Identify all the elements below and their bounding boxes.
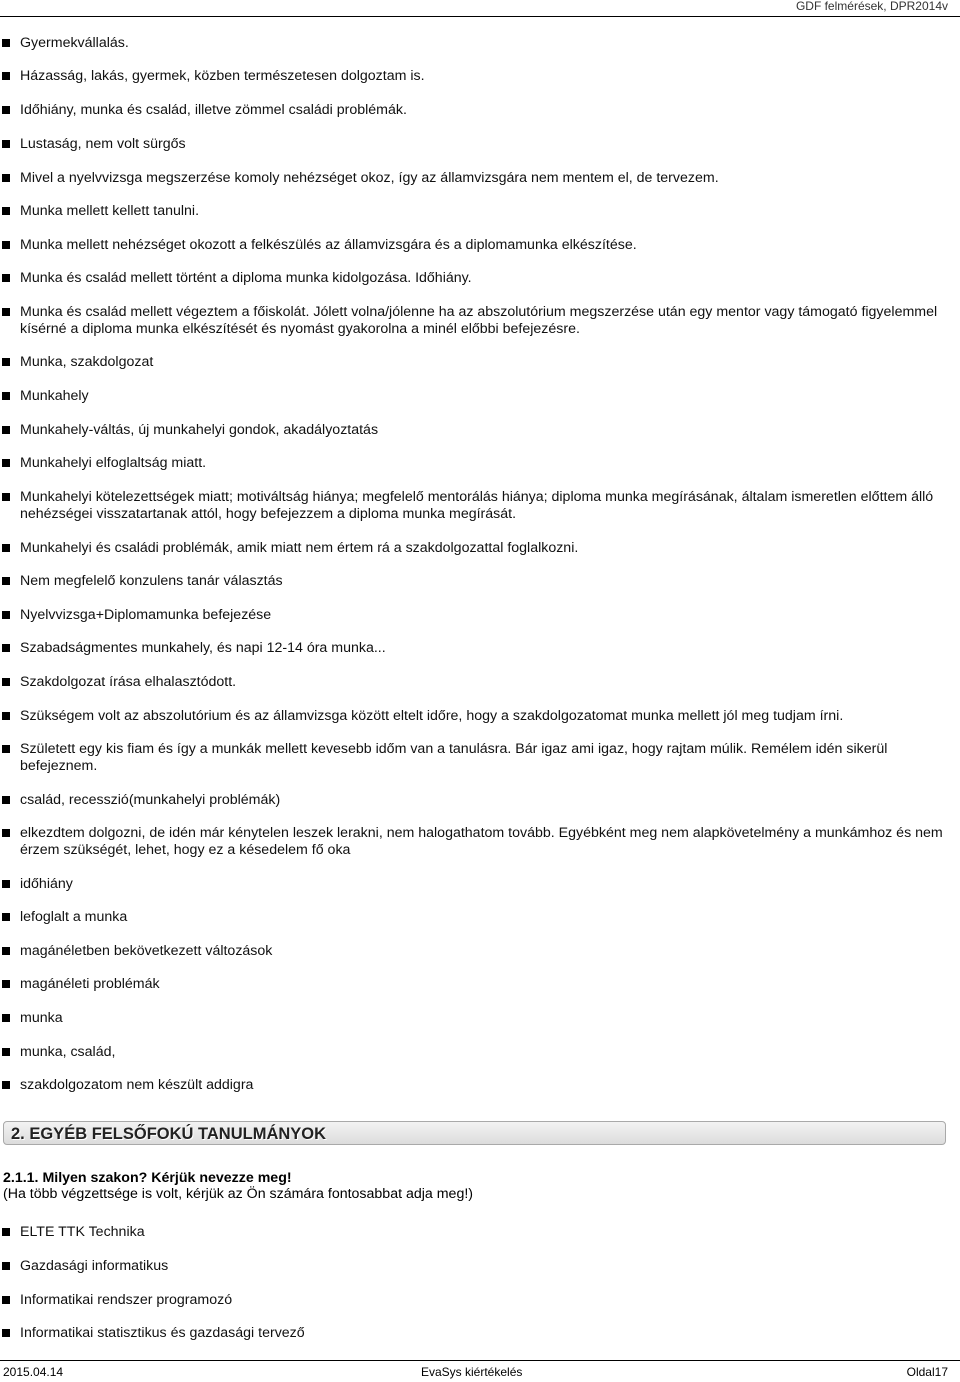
square-bullet-icon xyxy=(2,106,10,114)
square-bullet-icon xyxy=(2,1296,10,1304)
square-bullet-icon xyxy=(2,392,10,400)
square-bullet-icon xyxy=(2,1329,10,1337)
list-item-text: ELTE TTK Technika xyxy=(20,1224,145,1240)
list-item-text: Szabadságmentes munkahely, és napi 12-14 óra munka... xyxy=(20,640,386,656)
list-item-text: Nyelvvizsga+Diplomamunka befejezése xyxy=(20,607,272,623)
list-item xyxy=(0,909,960,926)
list-item-text: Munka mellett nehézséget okozott a felkészülés az államvizsgára és a diplomamunka elkészítése. xyxy=(20,237,637,253)
list-item xyxy=(0,136,960,153)
section-title: 2. EGYÉB FELSŐFOKÚ TANULMÁNYOK xyxy=(11,1125,327,1143)
list-item-text: Lustaság, nem volt sürgős xyxy=(20,136,186,152)
list-item-text: magánéletben bekövetkezett változások xyxy=(20,943,273,959)
list-item-text: Munka mellett kellett tanulni. xyxy=(20,203,200,219)
list-item xyxy=(0,792,960,809)
square-bullet-icon xyxy=(2,712,10,720)
list-item-text: Nem megfelelő konzulens tanár választás xyxy=(20,573,283,589)
list-item-text: Munkahelyi és családi problémák, amik miatt nem értem rá a szakdolgozattal foglalkozni. xyxy=(20,540,579,556)
square-bullet-icon xyxy=(2,1081,10,1089)
square-bullet-icon xyxy=(2,140,10,148)
square-bullet-icon xyxy=(2,1262,10,1270)
list-item-text: Munka és család mellett történt a diploma munka kidolgozása. Időhiány. xyxy=(20,270,472,286)
list-item xyxy=(0,943,960,960)
list-item-text: Informatikai statisztikus és gazdasági tervező xyxy=(20,1325,305,1341)
list-item-text: Házasság, lakás, gyermek, közben természetesen dolgoztam is. xyxy=(20,68,425,84)
question-block xyxy=(3,1170,473,1202)
square-bullet-icon xyxy=(2,644,10,652)
list-item xyxy=(0,455,960,472)
list-item xyxy=(0,1292,960,1309)
square-bullet-icon xyxy=(2,980,10,988)
page-header xyxy=(0,0,960,17)
square-bullet-icon xyxy=(2,72,10,80)
footer-app-name: EvaSys kiértékelés xyxy=(421,1365,523,1379)
list-item xyxy=(0,741,960,775)
square-bullet-icon xyxy=(2,207,10,215)
list-item xyxy=(0,1044,960,1061)
square-bullet-icon xyxy=(2,947,10,955)
page-footer xyxy=(0,1360,960,1382)
square-bullet-icon xyxy=(2,174,10,182)
list-item xyxy=(0,825,960,859)
square-bullet-icon xyxy=(2,274,10,282)
list-item xyxy=(0,203,960,220)
list-item-text: Gyermekvállalás. xyxy=(20,35,129,51)
square-bullet-icon xyxy=(2,577,10,585)
square-bullet-icon xyxy=(2,544,10,552)
list-item xyxy=(0,304,960,338)
list-item xyxy=(0,388,960,405)
list-item xyxy=(0,876,960,893)
square-bullet-icon xyxy=(2,241,10,249)
list-item xyxy=(0,1258,960,1275)
list-item-text: Szükségem volt az abszolutórium és az államvizsga között eltelt időre, hogy a szakdolgozatomat munka mellett jól meg tudjam írni. xyxy=(20,708,844,724)
square-bullet-icon xyxy=(2,796,10,804)
list-item-text: Munkahely xyxy=(20,388,89,404)
list-item-text: Időhiány, munka és család, illetve zömmel családi problémák. xyxy=(20,102,407,118)
question-title: 2.1.1. Milyen szakon? Kérjük nevezze meg! xyxy=(3,1170,292,1186)
square-bullet-icon xyxy=(2,308,10,316)
list-item xyxy=(0,354,960,371)
question-subtitle: (Ha több végzettsége is volt, kérjük az Ön számára fontosabbat adja meg!) xyxy=(3,1186,474,1202)
square-bullet-icon xyxy=(2,880,10,888)
list-item-text: Munka és család mellett végeztem a főiskolát. Jólett volna/jólenne ha az abszolutórium megszerzése után egy mentor vagy támogató figyelemmel kísérné a diploma munka elkészítését és nyomást gyakorolna a minél előbbi befejezésre. xyxy=(20,304,938,337)
list-item xyxy=(0,1325,960,1342)
list-item xyxy=(0,1010,960,1027)
list-item xyxy=(0,607,960,624)
list-item-text: munka xyxy=(20,1010,63,1026)
square-bullet-icon xyxy=(2,829,10,837)
list-item xyxy=(0,708,960,725)
list-item xyxy=(0,68,960,85)
list-item-text: szakdolgozatom nem készült addigra xyxy=(20,1077,254,1093)
list-item-text: elkezdtem dolgozni, de idén már kénytelen leszek lerakni, nem halogathatom tovább. Egyébként meg nem alapkövetelmény a munkámhoz és nem érzem szükségét, lehet, hogy ez a késedelem fő oka xyxy=(20,825,943,858)
list-item-text: Informatikai rendszer programozó xyxy=(20,1292,233,1308)
list-item xyxy=(0,540,960,557)
list-item-text: magánéleti problémák xyxy=(20,976,160,992)
list-item-text: Szakdolgozat írása elhalasztódott. xyxy=(20,674,237,690)
header-title: GDF felmérések, DPR2014v xyxy=(795,0,948,13)
list-item-text: család, recesszió(munkahelyi problémák) xyxy=(20,792,281,808)
square-bullet-icon xyxy=(2,611,10,619)
square-bullet-icon xyxy=(2,459,10,467)
list-item xyxy=(0,170,960,187)
list-item xyxy=(0,237,960,254)
list-item xyxy=(0,640,960,657)
list-item xyxy=(0,102,960,119)
list-item-text: Munkahely-váltás, új munkahelyi gondok, akadályoztatás xyxy=(20,422,379,438)
square-bullet-icon xyxy=(2,358,10,366)
list-item-text: időhiány xyxy=(20,876,73,892)
list-item-text: Mivel a nyelvvizsga megszerzése komoly nehézséget okoz, így az államvizsgára nem mentem el, de tervezem. xyxy=(20,170,719,186)
list-item-text: Született egy kis fiam és így a munkák mellett kevesebb időm van a tanulásra. Bár igaz ami igaz, hogy rajtam múlik. Remélem idén sikerül befejeznem. xyxy=(20,741,888,774)
list-item xyxy=(0,422,960,439)
square-bullet-icon xyxy=(2,39,10,47)
list-item-text: Gazdasági informatikus xyxy=(20,1258,169,1274)
list-item xyxy=(0,573,960,590)
list-item xyxy=(0,1224,960,1241)
list-item xyxy=(0,35,960,52)
list-item-text: munka, család, xyxy=(20,1044,116,1060)
list-item xyxy=(0,489,960,523)
square-bullet-icon xyxy=(2,1228,10,1236)
square-bullet-icon xyxy=(2,913,10,921)
square-bullet-icon xyxy=(2,745,10,753)
response-list-majors xyxy=(0,1224,960,1342)
footer-date: 2015.04.14 xyxy=(3,1365,64,1379)
list-item xyxy=(0,674,960,691)
response-list-reasons xyxy=(0,35,960,1094)
list-item xyxy=(0,976,960,993)
list-item-text: Munkahelyi kötelezettségek miatt; motiváltság hiánya; megfelelő mentorálás hiánya; diploma munka megírásának, általam ismeretlen előttem álló nehézségei visszatartanak attól, hogy befejezzem a diploma munka megírását. xyxy=(20,489,934,522)
square-bullet-icon xyxy=(2,426,10,434)
square-bullet-icon xyxy=(2,678,10,686)
list-item-text: lefoglalt a munka xyxy=(20,909,128,925)
footer-page-number: Oldal17 xyxy=(906,1365,948,1379)
section-header xyxy=(3,1121,946,1145)
square-bullet-icon xyxy=(2,1048,10,1056)
square-bullet-icon xyxy=(2,493,10,501)
square-bullet-icon xyxy=(2,1014,10,1022)
list-item-text: Munka, szakdolgozat xyxy=(20,354,154,370)
list-item xyxy=(0,1077,960,1094)
list-item xyxy=(0,270,960,287)
list-item-text: Munkahelyi elfoglaltság miatt. xyxy=(20,455,207,471)
